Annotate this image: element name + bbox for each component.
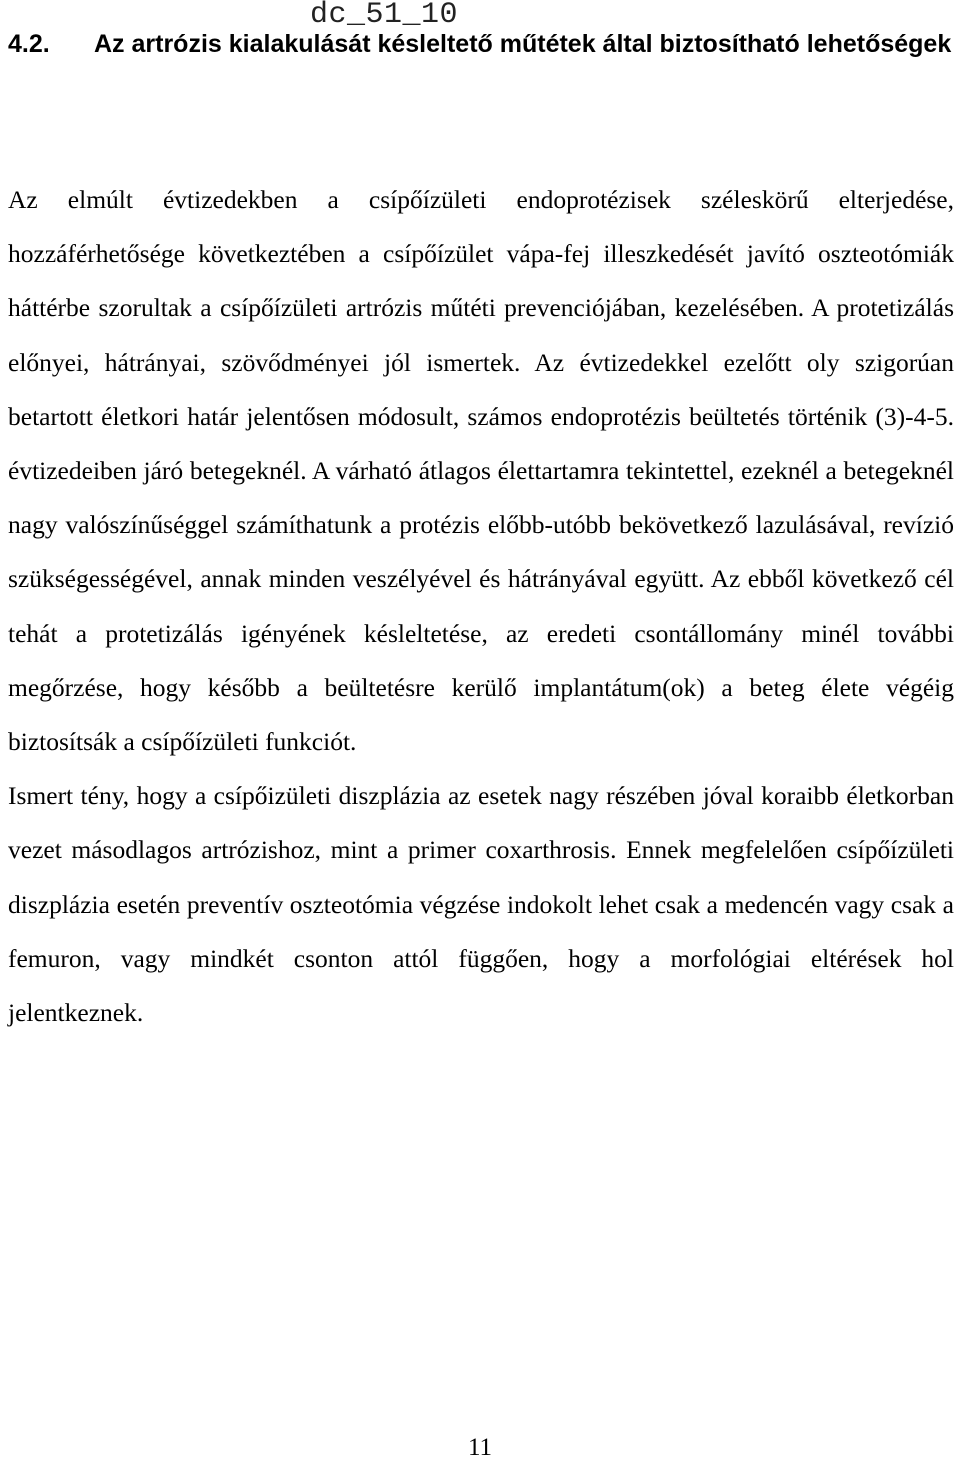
paragraph: Az elmúlt évtizedekben a csípőízületi endoprotézisek széleskörű elterjedése, hozzáférhetősége következtében a csípőízület vápa-fej illeszkedését javító oszteotómiák háttérbe szorultak a csípőízületi artrózis műtéti prevenciójában, kezelésében. A protetizálás előnyei, hátrányai, szövődményei jól ismertek. Az évtizedekkel ezelőtt oly szigorúan betartott életkori határ jelentősen módosult, számos endoprotézis beültetés történik (3)-4-5. évtizedeiben járó betegeknél. A várható átlagos élettartamra tekintettel, ezeknél a betegeknél nagy valószínűséggel számíthatunk a protézis előbb-utóbb bekövetkező lazulásával, revízió szükségességével, annak minden veszélyével és hátrányával együtt. Az ebből következő cél tehát a protetizálás igényének késleltetése, az eredeti csontállomány minél további megőrzése, hogy később a beültetésre kerülő implantátum(ok) a beteg élete végéig biztosítsák a csípőízületi funkciót. (8, 185, 954, 757)
section-title: Az artrózis kialakulását késleltető műtétek által biztosítható lehetőségek (94, 30, 952, 58)
page-number: 11 (467, 1434, 493, 1461)
body-text (8, 173, 954, 1040)
section-heading (8, 14, 954, 74)
document-watermark: dc_51_10 (310, 0, 459, 32)
section-number: 4.2. (8, 30, 50, 58)
paragraph: Ismert tény, hogy a csípőizületi diszplázia az esetek nagy részében jóval koraibb életkorban vezet másodlagos artrózishoz, mint a primer coxarthrosis. Ennek megfelelően csípőízületi diszplázia esetén preventív oszteotómia végzése indokolt lehet csak a medencén vagy csak a femuron, vagy mindkét csonton attól függően, hogy a morfológiai eltérések hol jelentkeznek. (8, 781, 954, 1028)
